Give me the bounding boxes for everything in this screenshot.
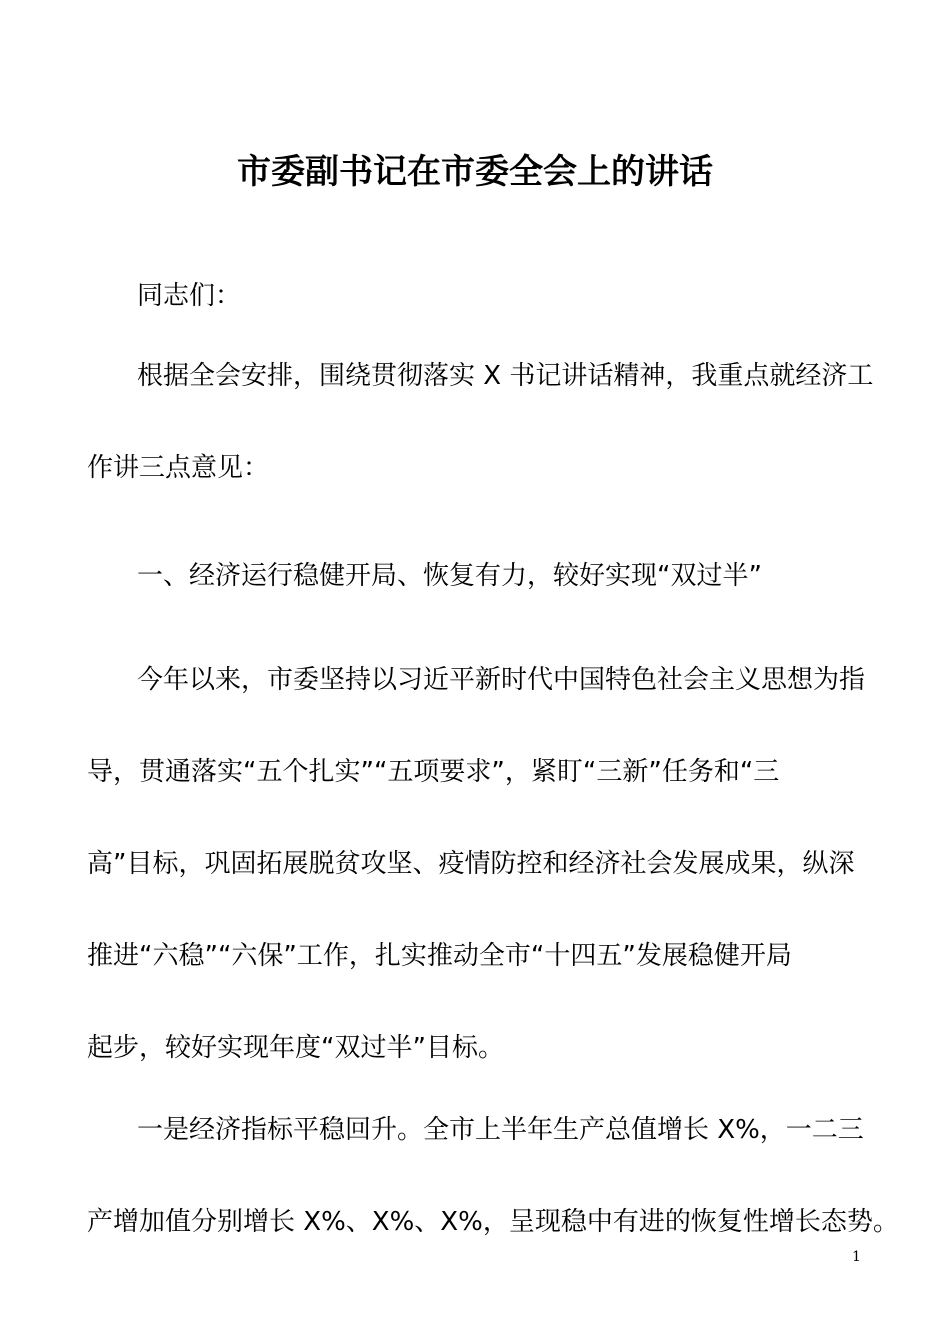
paragraph-line: 推进“六稳”“六保”工作，扎实推动全市“十四五”发展稳健开局 [87, 941, 792, 971]
salutation: 同志们： [137, 281, 242, 311]
paragraph-line: 起步，较好实现年度“双过半”目标。 [87, 1033, 504, 1063]
paragraph-line: 产增加值分别增长 X%、X%、X%，呈现稳中有进的恢复性增长态势。 [87, 1207, 899, 1237]
paragraph-line: 根据全会安排，围绕贯彻落实 X 书记讲话精神，我重点就经济工 [137, 361, 874, 391]
paragraph-line: 今年以来，市委坚持以习近平新时代中国特色社会主义思想为指 [137, 665, 866, 695]
section-heading: 一、经济运行稳健开局、恢复有力，较好实现“双过半” [137, 561, 762, 591]
paragraph-line: 高”目标，巩固拓展脱贫攻坚、疫情防控和经济社会发展成果，纵深 [87, 849, 855, 879]
paragraph-line: 一是经济指标平稳回升。全市上半年生产总值增长 X%，一二三 [137, 1115, 864, 1145]
document-title: 市委副书记在市委全会上的讲话 [237, 152, 713, 192]
paragraph-line: 导，贯通落实“五个扎实”“五项要求”，紧盯“三新”任务和“三 [87, 757, 780, 787]
page-number: 1 [852, 1249, 861, 1265]
paragraph-line: 作讲三点意见： [87, 453, 270, 483]
